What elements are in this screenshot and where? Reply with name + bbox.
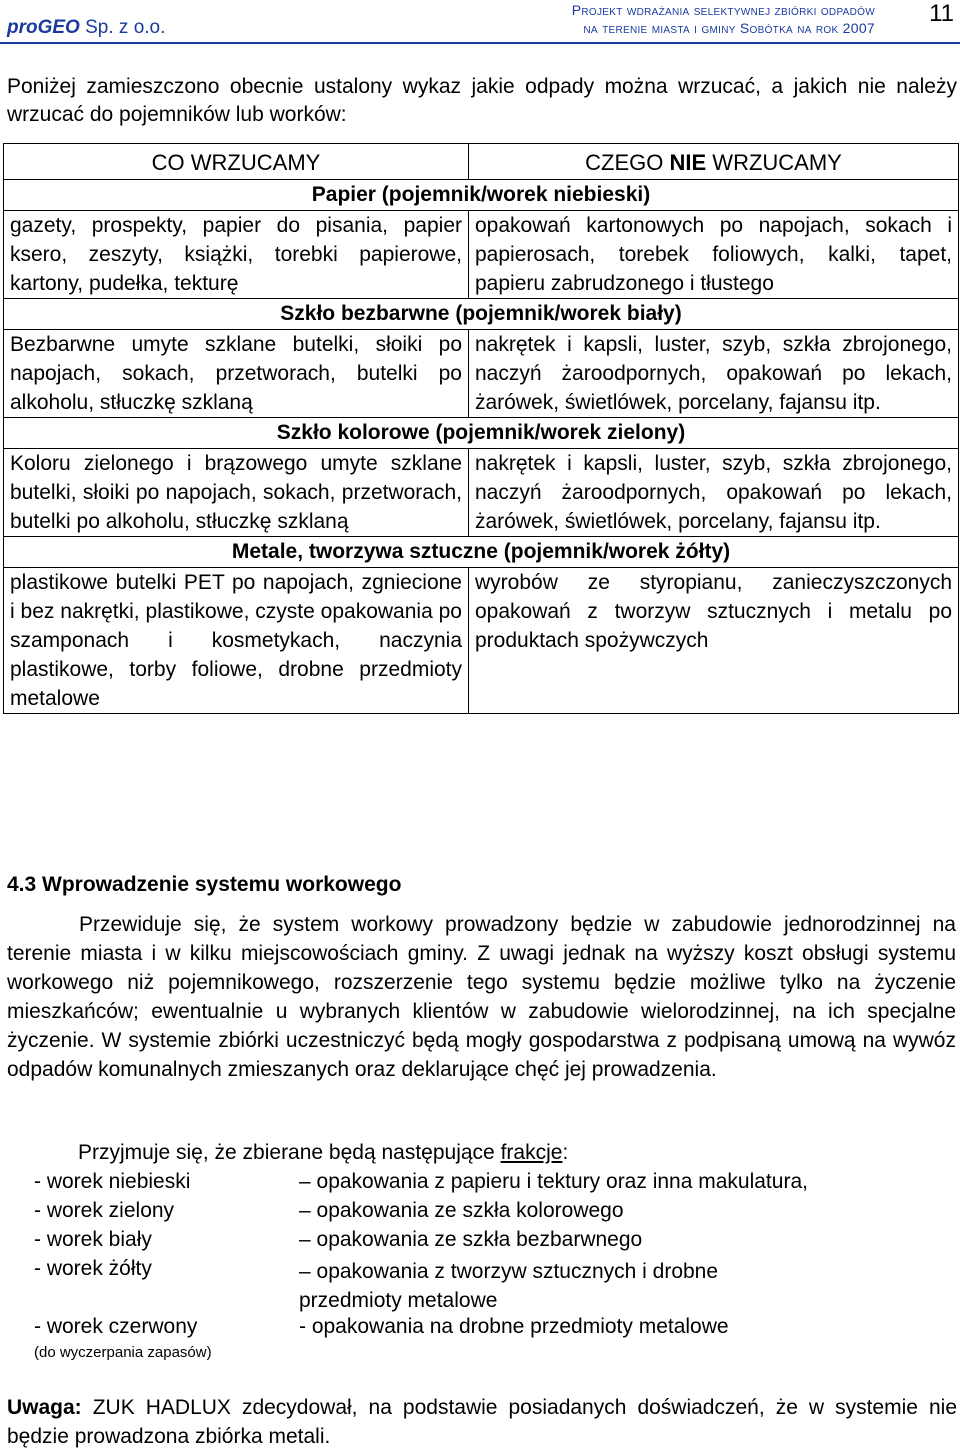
section-title-clear-glass: Szkło bezbarwne (pojemnik/worek biały) bbox=[4, 299, 959, 330]
column-header-no-part-1: CZEGO bbox=[585, 150, 670, 175]
company-name bbox=[7, 17, 165, 39]
allowed-items-paper: gazety, prospekty, papier do pisania, papier ksero, zeszyty, książki, torebki papierowe, kartony, pudełka, tekturę bbox=[4, 211, 469, 299]
document-title-line-1: Projekt wdrażania selektywnej zbiórki odpadów bbox=[571, 2, 875, 18]
document-title bbox=[455, 1, 875, 37]
column-header-no-emphasis: NIE bbox=[669, 150, 707, 175]
allowed-items-colored-glass: Koloru zielonego i brązowego umyte szklane butelki, słoiki po napojach, sokach, przetworach, butelki po alkoholu, stłuczkę szklaną bbox=[4, 449, 469, 537]
column-header-no bbox=[469, 144, 959, 180]
fractions-intro-text: Przyjmuje się, że zbierane będą następujące bbox=[78, 1141, 501, 1164]
section-row-metals-plastics bbox=[4, 537, 959, 568]
fraction-name: - worek zielony bbox=[34, 1199, 175, 1222]
column-header-yes: CO WRZUCAMY bbox=[4, 144, 469, 180]
section-title-paper: Papier (pojemnik/worek niebieski) bbox=[4, 180, 959, 211]
fractions-intro-underlined: frakcje bbox=[500, 1141, 563, 1164]
section-row-colored-glass bbox=[4, 418, 959, 449]
page-number: 11 bbox=[929, 0, 954, 27]
header-divider bbox=[0, 42, 960, 44]
note-paragraph bbox=[7, 1393, 957, 1451]
allowed-items-metals-plastics: plastikowe butelki PET po napojach, zgniecione i bez nakrętki, plastikowe, czyste opakowania po szamponach i kosmetykach, naczynia plastikowe, torby foliowe, drobne przedmioty metalowe bbox=[4, 568, 469, 714]
fraction-description: – opakowania ze szkła bezbarwnego bbox=[299, 1228, 643, 1251]
section-row-paper bbox=[4, 180, 959, 211]
document-title-line-2: na terenie miasta i gminy Sobótka na rok 2007 bbox=[583, 20, 875, 36]
fraction-name: - worek biały bbox=[34, 1228, 152, 1251]
intro-text: Poniżej zamieszczono obecnie ustalony wykaz jakie odpady można wrzucać, a jakich nie należy wrzucać do pojemników lub worków: bbox=[7, 75, 957, 126]
table-row bbox=[4, 211, 959, 299]
forbidden-items-colored-glass: nakrętek i kapsli, luster, szyb, szkła zbrojonego, naczyń żaroodpornych, opakowań po lekach, żarówek, świetlówek, porcelany, fajansu itp. bbox=[469, 449, 959, 537]
table-row bbox=[4, 449, 959, 537]
table-header-row bbox=[4, 144, 959, 180]
allowed-items-clear-glass: Bezbarwne umyte szklane butelki, słoiki po napojach, sokach, przetworach, butelki po alkoholu, stłuczkę szklaną bbox=[4, 330, 469, 418]
fraction-name: - worek czerwony bbox=[34, 1315, 198, 1338]
fractions-intro bbox=[78, 1141, 568, 1165]
fraction-footnote: (do wyczerpania zapasów) bbox=[34, 1344, 212, 1361]
note-label: Uwaga: bbox=[7, 1396, 82, 1419]
body-paragraph: Przewiduje się, że system workowy prowadzony będzie w zabudowie jednorodzinnej na terenie miasta i w kilku miejscowościach gminy. Z uwagi jednak na wyższy koszt obsługi systemu workowego niż pojemnikowego, rozszerzenie tego systemu będzie możliwe tylko na życzenie mieszkańców; ewentualnie u wybranych klientów w zabudowie wielorodzinnej, na ich specjalne życzenie. W systemie zbiórki uczestniczyć będą mogły gospodarstwa z podpisaną umową na wywóz odpadów komunalnych zmieszanych oraz deklarujące chęć jej prowadzenia. bbox=[7, 913, 956, 1081]
column-header-no-part-2: WRZUCAMY bbox=[706, 150, 842, 175]
fraction-description: – opakowania z tworzyw sztucznych i drobne przedmioty metalowe bbox=[299, 1260, 719, 1312]
fraction-name: - worek niebieski bbox=[34, 1170, 191, 1193]
note-text: ZUK HADLUX zdecydował, na podstawie posiadanych doświadczeń, że w systemie nie będzie prowadzona zbiórka metali. bbox=[7, 1396, 957, 1448]
section-title-metals-plastics: Metale, tworzywa sztuczne (pojemnik/worek żółty) bbox=[4, 537, 959, 568]
table-row bbox=[4, 330, 959, 418]
fraction-name: - worek żółty bbox=[34, 1257, 152, 1280]
fraction-description: – opakowania z papieru i tektury oraz inna makulatura, bbox=[299, 1170, 808, 1193]
table-row bbox=[4, 568, 959, 714]
forbidden-items-metals-plastics: wyrobów ze styropianu, zanieczyszczonych opakowań z tworzyw sztucznych i metalu po produktach spożywczych bbox=[469, 568, 959, 714]
company-name-suffix: Sp. z o.o. bbox=[79, 17, 166, 38]
section-heading: 4.3 Wprowadzenie systemu workowego bbox=[7, 873, 402, 896]
forbidden-items-paper: opakowań kartonowych po napojach, sokach i papierosach, torebek foliowych, kalki, tapet, papieru zabrudzonego i tłustego bbox=[469, 211, 959, 299]
fractions-intro-colon: : bbox=[562, 1141, 569, 1164]
fraction-description: - opakowania na drobne przedmioty metalowe bbox=[299, 1315, 729, 1338]
forbidden-items-clear-glass: nakrętek i kapsli, luster, szyb, szkła zbrojonego, naczyń żaroodpornych, opakowań po lekach, żarówek, świetlówek, porcelany, fajansu itp. bbox=[469, 330, 959, 418]
fraction-description: – opakowania ze szkła kolorowego bbox=[299, 1199, 624, 1222]
waste-table bbox=[3, 143, 959, 714]
company-name-bold: proGEO bbox=[7, 17, 80, 38]
section-title-colored-glass: Szkło kolorowe (pojemnik/worek zielony) bbox=[4, 418, 959, 449]
section-row-clear-glass bbox=[4, 299, 959, 330]
